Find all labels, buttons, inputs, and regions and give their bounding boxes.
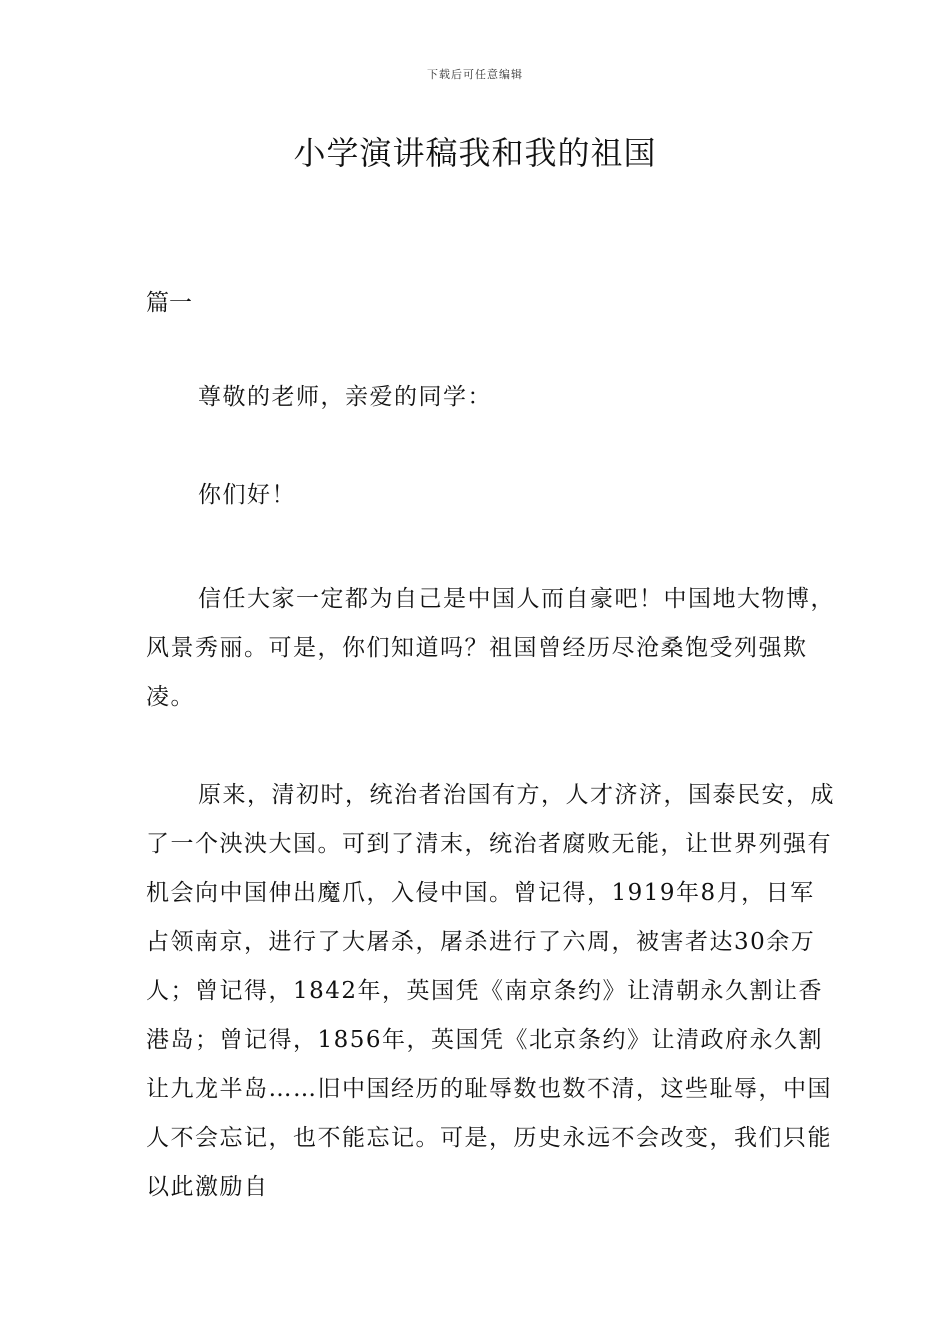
paragraph-hello: 你们好！ [198, 482, 296, 508]
paragraph-history: 原来，清初时，统治者治国有方，人才济济，国泰民安，成了一个泱泱大国。可到了清末，统治者腐败无能，让世界列强有机会向中国伸出魔爪，入侵中国。曾记得，1919年8月，日军占领南京，进行了大屠杀，屠杀进行了六周，被害者达30余万人；曾记得，1842年，英国凭《南京条约》让清朝永久割让香港岛；曾记得，1856年，英国凭《北京条约》让清政府永久割让九龙半岛……旧中国经历的耻辱数也数不清，这些耻辱，中国人不会忘记，也不能忘记。可是，历史永远不会改变，我们只能以此激励自 [146, 782, 835, 1200]
section-label: 篇一 [146, 290, 192, 316]
header-note: 下载后可任意编辑 [427, 68, 523, 81]
paragraph-pride: 信任大家一定都为自己是中国人而自豪吧！中国地大物博，风景秀丽。可是，你们知道吗？祖国曾经历尽沧桑饱受列强欺凌。 [146, 586, 835, 710]
paragraph-greeting: 尊敬的老师，亲爱的同学： [198, 384, 492, 410]
document-title: 小学演讲稿我和我的祖国 [293, 134, 657, 172]
